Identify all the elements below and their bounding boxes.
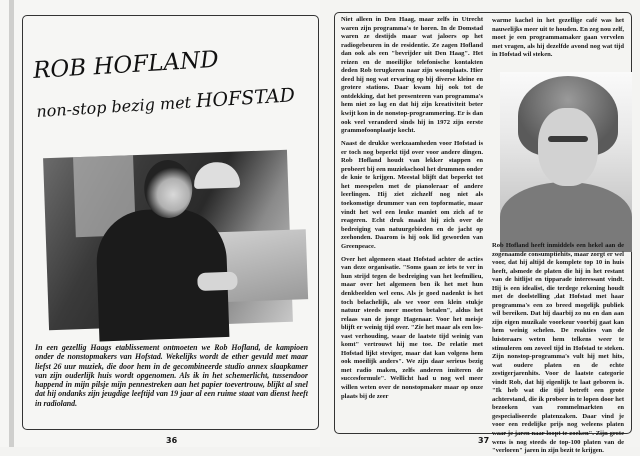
studio-photo bbox=[43, 150, 293, 330]
article-title: ROB HOFLAND bbox=[32, 46, 220, 84]
paragraph: Naast de drukke werkzaamheden voor Hofstad is er toch nog beperkt tijd over voor andere dingen. Rob Hofland houdt van lekker stappen en probeert bij een muziekschool het drummen onder de knie te krijgen. Meestal blijft dat beperkt tot het meespelen met de pianoleraar of andere leerlingen. Hij ziet zichzelf nog niet als toekomstige drummer van een topformatie, maar vindt het wel een leuke maniet om zich af te reageren. Echt druk maakt hij zich over de bedreiging van natuurgebieden en de jacht op zeehonden. Daarom is hij ook lid geworden van Greenpeace. bbox=[341, 140, 483, 250]
portrait-photo bbox=[500, 72, 632, 237]
subtitle-station: HOFSTAD bbox=[195, 84, 296, 113]
subtitle-lead: non-stop bezig met bbox=[35, 92, 192, 122]
paragraph: Niet alleen in Den Haag, maar zelfs in Utrecht waren zijn programma's te horen. In de Domstad waren ze destijds maar wat jaloers op het radiogebeuren in de residentie. Ze zagen Hofland dan ook als een "bevrijder uit Den Haag". Het reizen en de moeilijke telefonische kontakten deden Rob terugkeren naar zijn woonplaats. Hier deed hij nog wat ervaring op bij diverse kleine en grotere stations. Daar kwam hij ook tot de ontdekking, dat het presenteren van programma's hem niet zo lag en dat hij zijn kreativiteit beter kwijt kon in de nonstop-programmering. Er is dan ook veel veranderd sinds hij in 1972 zijn eerste grammofoonplaatje kocht. bbox=[341, 16, 483, 135]
paragraph: Over het algemeen staat Hofstad achter de acties van deze organisatie. "Soms gaan ze iets te ver in hun strijd tegen de bedreiging van het leefmilieu, maar over het algemeen ben ik het met hun denkbeelden wel eens. Als je goed nadenkt is het toch belachelijk, als we voor een klein stukje natuur steeds meer moeten betalen", aldus het relaas van de jonge Hagenaar. Voor het meisje blijft er weinig tijd over. "Zie het maar als een los-vast verhouding, waar de laatste tijd weinig van komt" vertrouwt hij me toe. De relatie met Hofstad lijkt steviger, maar dat kan volgens hem ook moeilijk anders". We zijn daar serieus bezig met radio maken, zelfs anderen imiteren de succesformule". Wellicht had u nog wel meer willen weten over de nonstopmaker maar op onze plaats bij de zeer bbox=[341, 255, 483, 400]
page-edge bbox=[9, 0, 14, 447]
text-column-2-top: warme kachel in het gezellige café was het nauwelijks meer uit te houden. En zeg nou zelf, moet je een programmamaker gaan vervelen met vragen, als hij dezelfde avond nog wat tijd in Hofstad wil steken. bbox=[492, 17, 624, 59]
page-number: 36 bbox=[166, 436, 178, 445]
text-column-2-bottom: Rob Hofland heeft inmiddels een hekel aan de zogenaamde consumptiehits, maar zorgt er wel voor, dat hij altijd de komplete top 10 in huis heeft, alsmede de platen die hij in het restant van de hitlijst en tipparade interessant vindt. Hij is een idealist, die terdege rekening houdt met de doelstelling ,dat Hofstad met haar programma's een zo breed mogelijk publiek wil bereiken. Dat hij daarbij zo nu en dan aan zijn eigen muzikale voorkeur voorbij gaat kan hem weinig schelen. De reakties van de luisteraars weten hem telkens weer te stimuleren om zoveel tijd in Hofstad te steken. Zijn nonstop-programma's vult hij met hits, wat oudere platen en de echte zestigerjarenhits. Voor de laatste categorie vindt Rob, dat hij eigenlijk te laat geboren is. "Ik heb wat die tijd betreft een grote achterstand, die ik probeer in te lopen door het bezoeken van rommelmarkten en gespecialiseerde platenzaken. Daar vind je voor een redelijke prijs nog weleens platen waar je jaren naar loopt te zoeken". Zijn grote wens is nog steeds de top-100 platen van de "verloren" jaren in zijn bezit te krijgen. bbox=[492, 242, 624, 455]
page-number: 37 bbox=[478, 436, 490, 445]
intro-caption: In een gezellig Haags etablissement ontmoeten we Rob Hofland, de kampioen onder de nonstopmakers van Hofstad. Wekelijks wordt de ether gevuld met maar liefst 26 uur muziek, die door hem in de gecombineerde studio annex slaapkamer van zijn ouderlijk huis wordt opgenomen. Als ik in het schemerlicht, tussendoor happend in mijn pilsje mijn pennestreken aan het papier toevertrouw, blijkt al snel dat hij ondanks zijn jeugdige leeftijd van 19 jaar al een ruime staat van dienst heeft in radioland. bbox=[35, 343, 308, 408]
left-page bbox=[0, 0, 320, 447]
text-column-1 bbox=[341, 16, 483, 434]
right-page bbox=[320, 0, 640, 455]
